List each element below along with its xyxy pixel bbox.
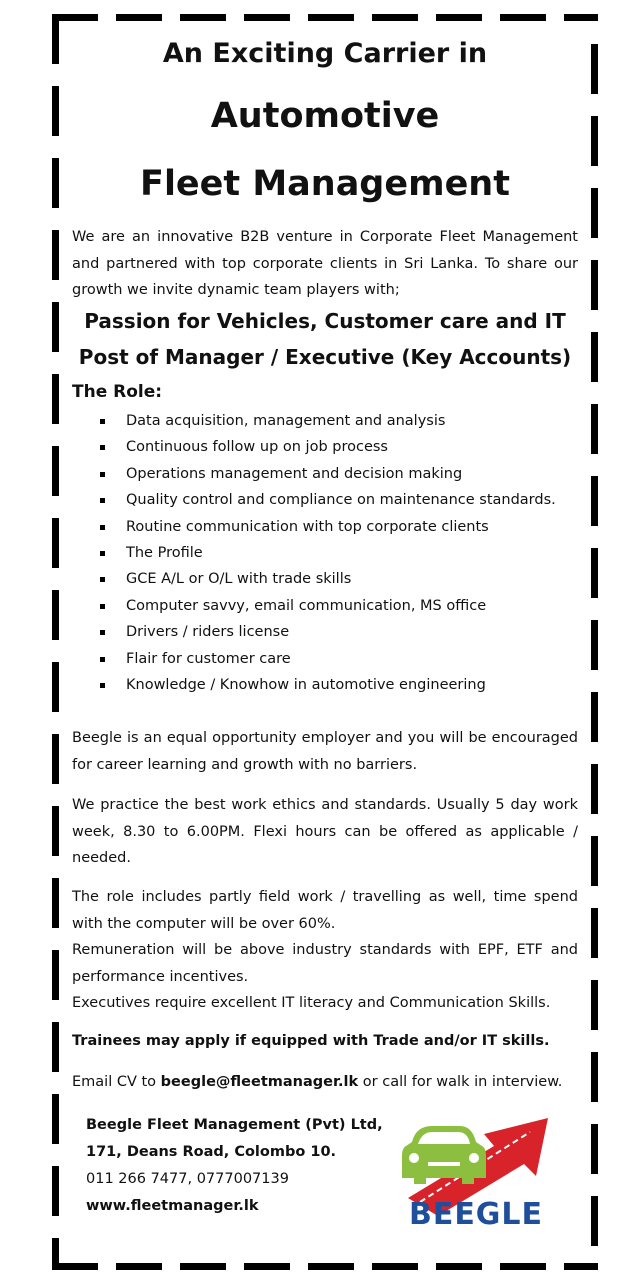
border-dash xyxy=(591,332,598,382)
border-dash xyxy=(436,14,482,21)
border-dash xyxy=(591,1268,598,1270)
logo-text: BEEGLE xyxy=(408,1197,544,1230)
title-line-3: Fleet Management xyxy=(140,164,510,204)
border-dash xyxy=(52,734,59,784)
border-dash xyxy=(372,1263,418,1270)
border-dash xyxy=(52,878,59,928)
border-dash xyxy=(180,14,226,21)
border-dash xyxy=(372,14,418,21)
border-dash xyxy=(116,1263,162,1270)
border-dash xyxy=(591,980,598,1030)
list-item: Continuous follow up on job process xyxy=(98,434,578,460)
passion-heading: Passion for Vehicles, Customer care and IT xyxy=(84,309,566,333)
border-dash xyxy=(52,302,59,352)
post-heading: Post of Manager / Executive (Key Accounts) xyxy=(78,345,572,369)
border-dash xyxy=(591,836,598,886)
border-dash xyxy=(180,1263,226,1270)
border-dash xyxy=(52,1238,59,1270)
list-item: Operations management and decision making xyxy=(98,461,578,487)
border-dash xyxy=(591,1124,598,1174)
role-heading: The Role: xyxy=(72,382,163,402)
work-ethics-paragraph: We practice the best work ethics and standards. Usually 5 day work week, 8.30 to 6.00PM. Flexi hours can be offered as applicable / needed. xyxy=(72,797,578,866)
border-dash xyxy=(308,14,354,21)
trainees-note: Trainees may apply if equipped with Trade and/or IT skills. xyxy=(72,1033,550,1049)
title-line-2: Automotive xyxy=(210,96,440,136)
border-dash xyxy=(591,188,598,238)
border-dash xyxy=(436,1263,482,1270)
list-item: Flair for customer care xyxy=(98,646,578,672)
list-item: Drivers / riders license xyxy=(98,619,578,645)
border-dash xyxy=(591,44,598,94)
border-dash xyxy=(591,116,598,166)
list-item: Quality control and compliance on maintenance standards. xyxy=(98,487,578,513)
border-dash xyxy=(308,1263,354,1270)
website-link[interactable]: www.fleetmanager.lk xyxy=(86,1198,259,1214)
border-dash xyxy=(52,590,59,640)
border-dash xyxy=(591,548,598,598)
company-address xyxy=(86,1112,383,1220)
border-dash xyxy=(591,404,598,454)
border-dash xyxy=(591,764,598,814)
list-item: Knowledge / Knowhow in automotive engineering xyxy=(98,672,578,698)
border-dash xyxy=(52,1094,59,1144)
border-dash xyxy=(244,14,290,21)
border-dash xyxy=(500,1263,546,1270)
border-dash xyxy=(52,158,59,208)
border-dash xyxy=(591,692,598,742)
role-list xyxy=(98,408,578,698)
border-dash xyxy=(591,1196,598,1246)
border-dash xyxy=(591,476,598,526)
phone-numbers: 011 266 7477, 0777007139 xyxy=(86,1171,289,1187)
email-link[interactable]: beegle@fleetmanager.lk xyxy=(160,1074,359,1090)
remuneration-paragraph: Remuneration will be above industry standards with EPF, ETF and performance incentives. xyxy=(72,942,578,985)
border-dash xyxy=(52,14,59,64)
executives-paragraph: Executives require excellent IT literacy and Communication Skills. xyxy=(72,995,551,1011)
street-address: 171, Deans Road, Colombo 10. xyxy=(86,1144,337,1160)
list-item: GCE A/L or O/L with trade skills xyxy=(98,566,578,592)
border-dash xyxy=(52,446,59,496)
border-dash xyxy=(52,374,59,424)
border-dash xyxy=(500,14,546,21)
border-dash xyxy=(52,1022,59,1072)
field-work-paragraph: The role includes partly field work / travelling as well, time spend with the computer will be over 60%. xyxy=(72,889,578,932)
beegle-logo xyxy=(398,1112,554,1230)
border-dash xyxy=(591,908,598,958)
intro-paragraph: We are an innovative B2B venture in Corporate Fleet Management and partnered with top corporate clients in Sri Lanka. To share our growth we invite dynamic team players with; xyxy=(72,229,578,298)
border-dash xyxy=(591,260,598,310)
border-dash xyxy=(591,1052,598,1102)
border-dash xyxy=(564,14,598,21)
equal-opportunity-paragraph: Beegle is an equal opportunity employer and you will be encouraged for career learning and growth with no barriers. xyxy=(72,730,578,773)
border-dash xyxy=(116,14,162,21)
email-line xyxy=(72,1069,578,1096)
list-item: The Profile xyxy=(98,540,578,566)
border-dash xyxy=(52,518,59,568)
border-dash xyxy=(52,1166,59,1216)
email-suffix: or call for walk in interview. xyxy=(358,1074,563,1090)
border-dash xyxy=(52,86,59,136)
border-dash xyxy=(52,806,59,856)
list-item: Computer savvy, email communication, MS office xyxy=(98,593,578,619)
email-prefix: Email CV to xyxy=(72,1074,161,1090)
list-item: Data acquisition, management and analysis xyxy=(98,408,578,434)
border-dash xyxy=(52,662,59,712)
list-item: Routine communication with top corporate clients xyxy=(98,514,578,540)
advertisement xyxy=(72,28,578,1090)
border-dash xyxy=(52,950,59,1000)
border-dash xyxy=(52,230,59,280)
title-line-1: An Exciting Carrier in xyxy=(162,38,488,69)
company-name: Beegle Fleet Management (Pvt) Ltd, xyxy=(86,1117,383,1133)
border-dash xyxy=(591,620,598,670)
details-block xyxy=(72,884,578,1017)
border-dash xyxy=(244,1263,290,1270)
